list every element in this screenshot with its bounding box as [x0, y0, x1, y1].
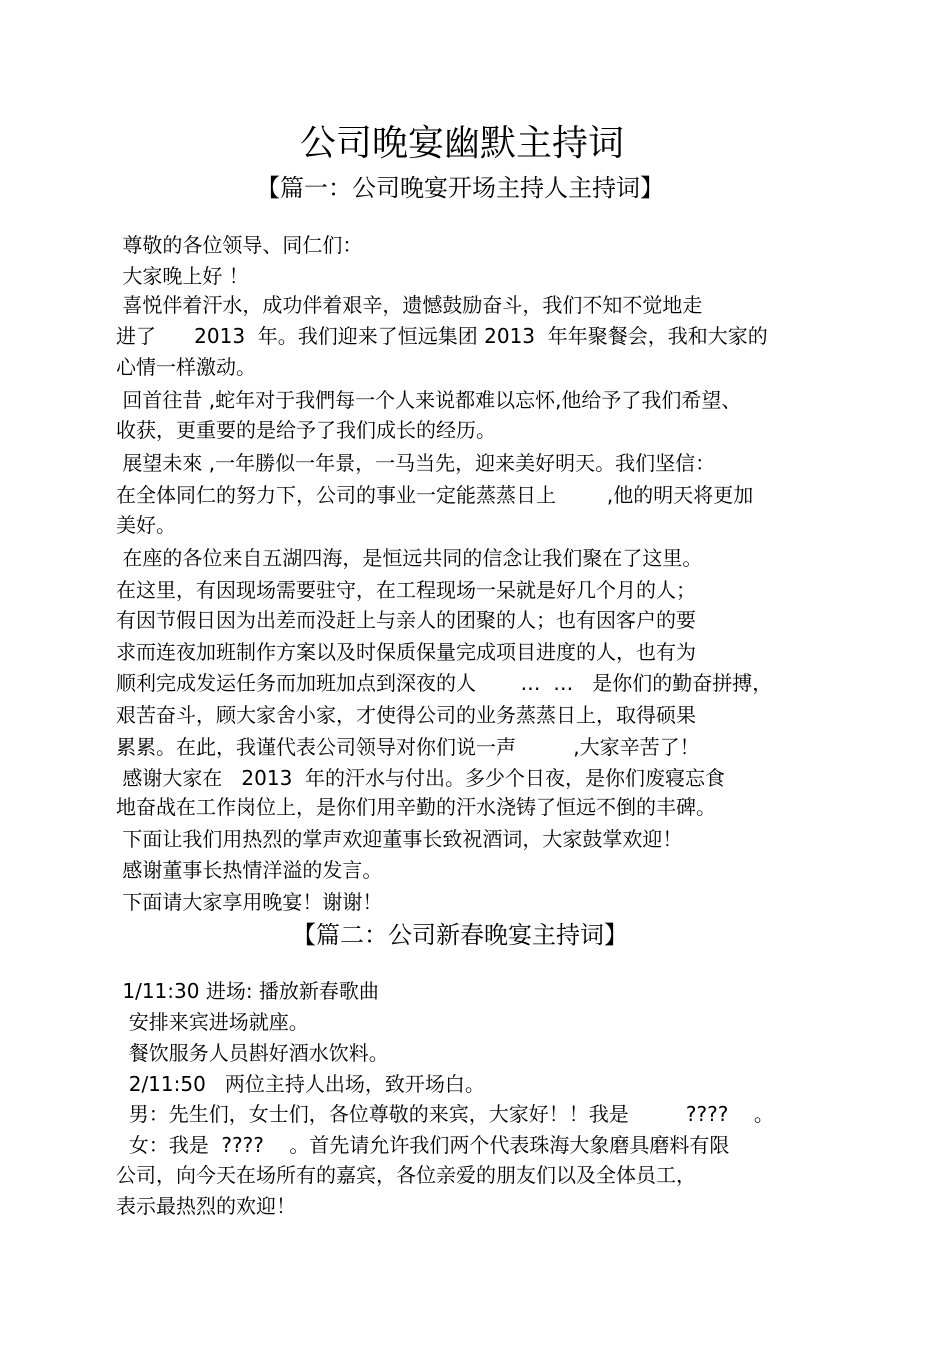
paragraph-line: 下面让我们用热烈的掌声欢迎董事长致祝酒词，大家鼓掌欢迎！	[116, 827, 683, 851]
paragraph-line: 餐饮服务人员斟好酒水饮料。	[116, 1041, 389, 1065]
section-heading-2: 【篇二：公司新春晚宴主持词】	[292, 921, 628, 949]
paragraph-line: 表示最热烈的欢迎！	[116, 1194, 296, 1218]
paragraph-line: 下面请大家享用晚宴！谢谢！	[116, 890, 383, 914]
paragraph-line: 顺利完成发运任务而加班加点到深夜的人 … … 是你们的勤奋拼搏，	[116, 671, 773, 695]
paragraph-line: 心情一样激动。	[116, 355, 256, 379]
paragraph-line: 大家晚上好 ！	[116, 264, 249, 288]
paragraph-line: 尊敬的各位领导、同仁们：	[116, 233, 363, 257]
document-title: 公司晚宴幽默主持词	[299, 123, 624, 164]
paragraph-line: 感谢大家在 2013 年的汗水与付出。多少个日夜，是你们废寝忘食	[116, 766, 726, 790]
paragraph-line: 进了 2013 年。我们迎来了恒远集团 2013 年年聚餐会，我和大家的	[116, 324, 768, 348]
paragraph-line: 喜悦伴着汗水，成功伴着艰辛，遗憾鼓励奋斗，我们不知不觉地走	[116, 293, 703, 317]
paragraph-line: 2/11:50 两位主持人出场，致开场白。	[116, 1072, 485, 1096]
paragraph-line: 美好。	[116, 513, 176, 537]
paragraph-line: 地奋战在工作岗位上，是你们用辛勤的汗水浇铸了恒远不倒的丰碑。	[116, 795, 716, 819]
paragraph-line: 收获，更重要的是给予了我们成长的经历。	[116, 418, 496, 442]
paragraph-line: 展望未來 ,一年勝似一年景，一马当先，迎来美好明天。我们坚信：	[116, 451, 716, 475]
paragraph-line: 安排来宾进场就座。	[116, 1010, 309, 1034]
paragraph-line: 回首往昔 ,蛇年对于我們每一个人来说都难以忘怀,他给予了我们希望、	[116, 388, 742, 412]
paragraph-line: 感谢董事长热情洋溢的发言。	[116, 858, 383, 882]
paragraph-line: 在座的各位来自五湖四海，是恒远共同的信念让我们聚在了这里。	[116, 546, 703, 570]
paragraph-line: 有因节假日因为出差而没赶上与亲人的团聚的人；也有因客户的要	[116, 608, 696, 632]
paragraph-line: 公司，向今天在场所有的嘉宾，各位亲爱的朋友们以及全体员工，	[116, 1163, 696, 1187]
paragraph-line: 男：先生们，女士们，各位尊敬的来宾，大家好！！我是 ???? 。	[116, 1102, 774, 1126]
paragraph-line: 1/11:30 进场: 播放新春歌曲	[116, 979, 379, 1003]
paragraph-line: 女：我是 ???? 。首先请允许我们两个代表珠海大象磨具磨料有限	[116, 1133, 730, 1157]
paragraph-line: 累累。在此，我谨代表公司领导对你们说一声 ,大家辛苦了！	[116, 735, 700, 759]
paragraph-line: 求而连夜加班制作方案以及时保质保量完成项目进度的人，也有为	[116, 640, 696, 664]
paragraph-line: 在全体同仁的努力下，公司的事业一定能蒸蒸日上 ,他的明天将更加	[116, 483, 754, 507]
paragraph-line: 在这里，有因现场需要驻守，在工程现场一呆就是好几个月的人；	[116, 578, 696, 602]
paragraph-line: 艰苦奋斗，顾大家舍小家，才使得公司的业务蒸蒸日上，取得硕果	[116, 703, 696, 727]
section-heading-1: 【篇一：公司晚宴开场主持人主持词】	[256, 174, 664, 202]
